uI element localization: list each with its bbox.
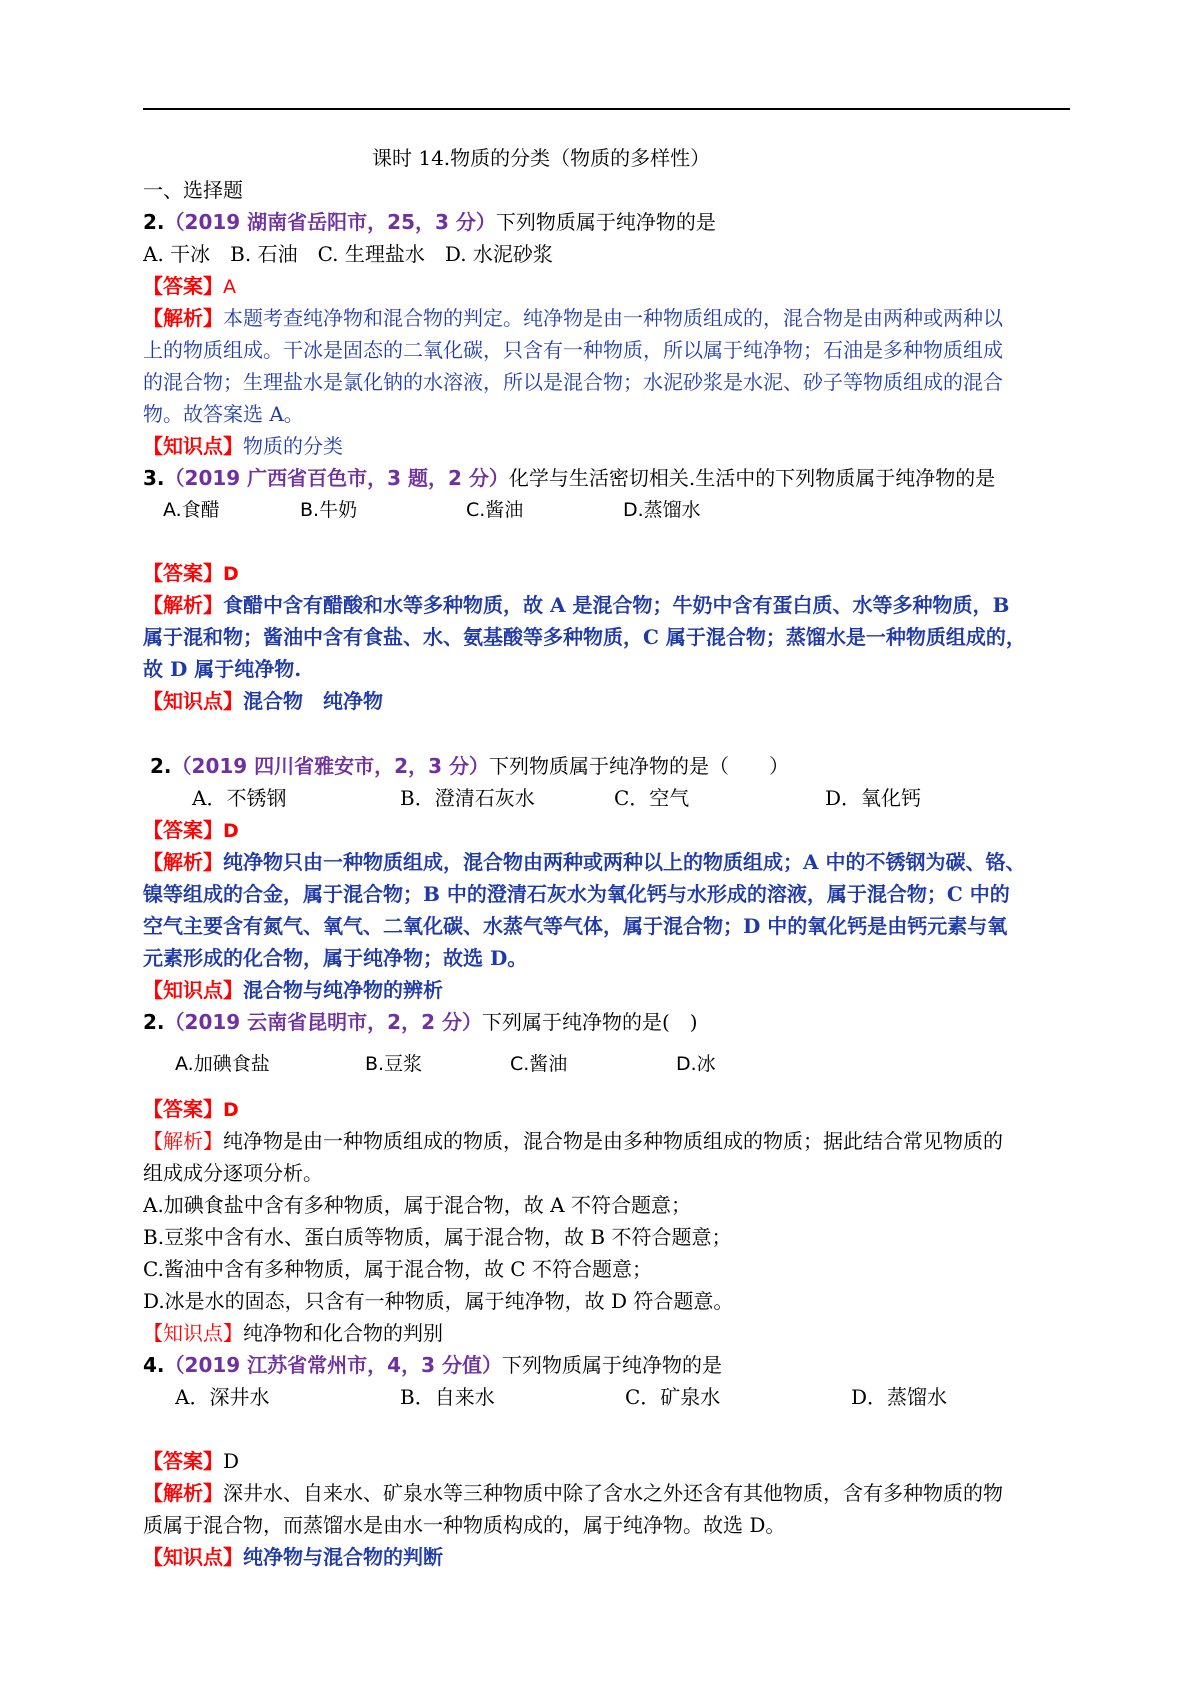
knowledge-value: 纯净物与混合物的判断 <box>243 1545 443 1569</box>
knowledge-label: 【知识点】 <box>143 434 243 458</box>
analysis-label: 【解析】 <box>143 850 223 874</box>
question-stem: 下列物质属于纯净物的是 <box>501 1353 722 1377</box>
option-c: C．空气 <box>614 786 690 810</box>
analysis-label: 【解析】 <box>143 593 223 617</box>
answer-value: D <box>223 1449 240 1473</box>
knowledge-line <box>143 685 383 717</box>
question-stem: 下列物质属于纯净物的是（ ） <box>488 754 789 778</box>
analysis-line: 组成成分逐项分析。 <box>143 1161 323 1185</box>
question-options: A. 干冰 B. 石油 C. 生理盐水 D. 水泥砂浆 <box>143 242 553 266</box>
knowledge-label: 【知识点】 <box>143 689 243 713</box>
answer-value: A <box>223 276 236 298</box>
analysis-line: 质属于混合物，而蒸馏水是由水一种物质构成的，属于纯净物。故选 D。 <box>143 1513 786 1537</box>
analysis-line: 属于混和物；酱油中含有食盐、水、氨基酸等多种物质，C 属于混合物；蒸馏水是一种物质组成的， <box>143 625 1026 649</box>
analysis-line: 空气主要含有氮气、氧气、二氧化碳、水蒸气等气体，属于混合物；D 中的氧化钙是由钙元素与氧 <box>143 914 1008 938</box>
question-stem: 化学与生活密切相关.生活中的下列物质属于纯净物的是 <box>508 466 996 490</box>
question-source: （2019 云南省昆明市，2，2 分） <box>164 1010 482 1034</box>
question-stem: 下列物质属于纯净物的是 <box>495 210 716 234</box>
question-stem: 下列属于纯净物的是( ) <box>481 1010 698 1034</box>
option-a: A．不锈钢 <box>192 786 287 810</box>
option-d: D.冰 <box>676 1053 716 1075</box>
analysis-line: C.酱油中含有多种物质，属于混合物，故 C 不符合题意； <box>143 1257 652 1281</box>
option-b: B．自来水 <box>400 1385 495 1409</box>
question-source: （2019 湖南省岳阳市，25，3 分） <box>164 210 496 234</box>
answer-value: D <box>223 563 239 585</box>
question-3: 2.（2019 四川省雅安市，2，3 分）下列物质属于纯净物的是（ ） <box>150 754 789 778</box>
knowledge-value: 物质的分类 <box>243 434 343 458</box>
section-heading: 一、选择题 <box>143 178 243 202</box>
knowledge-value: 纯净物和化合物的判别 <box>243 1321 443 1345</box>
question-number: 2 <box>143 210 157 234</box>
question-number: 2 <box>150 754 164 778</box>
analysis-label: 【解析】 <box>143 306 223 330</box>
knowledge-label: 【知识点】 <box>143 1545 243 1569</box>
answer-line <box>143 814 239 847</box>
option-b: B．澄清石灰水 <box>400 786 535 810</box>
answer-value: D <box>223 1099 239 1121</box>
knowledge-label: 【知识点】 <box>143 978 243 1002</box>
analysis-label: 【解析】 <box>143 1481 223 1505</box>
option-d: D．氧化钙 <box>825 786 922 810</box>
analysis-line: A.加碘食盐中含有多种物质，属于混合物，故 A 不符合题意； <box>143 1193 691 1217</box>
answer-label: 【答案】 <box>143 818 223 842</box>
option-d: D．蒸馏水 <box>851 1385 948 1409</box>
answer-label: 【答案】 <box>143 1097 223 1121</box>
question-number: 4 <box>143 1353 157 1377</box>
analysis-line: 镍等组成的合金，属于混合物；B 中的澄清石灰水为氧化钙与水形成的溶液，属于混合物；C 中的 <box>143 882 1010 906</box>
question-number: 2 <box>143 1010 157 1034</box>
analysis-line: 物。故答案选 A。 <box>143 402 304 426</box>
analysis-line: D.冰是水的固态，只含有一种物质，属于纯净物，故 D 符合题意。 <box>143 1289 734 1313</box>
knowledge-label: 【知识点】 <box>143 1321 243 1345</box>
answer-label: 【答案】 <box>143 274 223 298</box>
analysis-label: 【解析】 <box>143 1129 223 1153</box>
question-number: 3 <box>143 466 157 490</box>
knowledge-line <box>143 1317 443 1349</box>
header-rule <box>143 108 1070 110</box>
answer-value: D <box>223 820 239 842</box>
answer-line <box>143 557 239 590</box>
answer-label: 【答案】 <box>143 1449 223 1473</box>
question-1: 2.（2019 湖南省岳阳市，25，3 分）下列物质属于纯净物的是 <box>143 210 716 234</box>
analysis-line: 【解析】食醋中含有醋酸和水等多种物质，故 A 是混合物；牛奶中含有蛋白质、水等多种物质，B <box>143 593 1010 617</box>
analysis-line: 【解析】纯净物只由一种物质组成，混合物由两种或两种以上的物质组成；A 中的不锈钢为碳、铬、 <box>143 850 1026 874</box>
option-c: C.酱油 <box>466 499 524 521</box>
analysis-line: 【解析】深井水、自来水、矿泉水等三种物质中除了含水之外还含有其他物质，含有多种物质的物 <box>143 1481 1003 1505</box>
knowledge-value: 混合物与纯净物的辨析 <box>243 978 443 1002</box>
option-c: C．矿泉水 <box>625 1385 721 1409</box>
analysis-line: 元素形成的化合物，属于纯净物；故选 D。 <box>143 946 528 970</box>
question-source: （2019 四川省雅安市，2，3 分） <box>171 754 489 778</box>
analysis-line: B.豆浆中含有水、蛋白质等物质，属于混合物，故 B 不符合题意； <box>143 1225 732 1249</box>
knowledge-line <box>143 974 443 1006</box>
option-b: B.牛奶 <box>300 499 358 521</box>
question-2: 3.（2019 广西省百色市，3 题，2 分）化学与生活密切相关.生活中的下列物质属于纯净物的是 <box>143 466 996 490</box>
question-5: 4.（2019 江苏省常州市，4，3 分值）下列物质属于纯净物的是 <box>143 1353 722 1377</box>
analysis-line: 【解析】纯净物是由一种物质组成的物质，混合物是由多种物质组成的物质；据此结合常见物质的 <box>143 1129 1003 1153</box>
question-4: 2.（2019 云南省昆明市，2，2 分）下列属于纯净物的是( ) <box>143 1010 698 1034</box>
knowledge-line <box>143 1541 443 1573</box>
option-c: C.酱油 <box>510 1053 568 1075</box>
answer-line <box>143 1093 239 1126</box>
analysis-line: 【解析】本题考查纯净物和混合物的判定。纯净物是由一种物质组成的，混合物是由两种或两种以 <box>143 306 1003 330</box>
option-d: D.蒸馏水 <box>623 499 701 521</box>
knowledge-value: 混合物 纯净物 <box>243 689 383 713</box>
knowledge-line <box>143 430 343 462</box>
answer-label: 【答案】 <box>143 561 223 585</box>
analysis-line: 故 D 属于纯净物. <box>143 657 302 681</box>
option-b: B.豆浆 <box>365 1053 423 1075</box>
option-a: A．深井水 <box>175 1385 270 1409</box>
analysis-line: 的混合物；生理盐水是氯化钠的水溶液，所以是混合物；水泥砂浆是水泥、砂子等物质组成的混合 <box>143 370 1003 394</box>
analysis-line: 上的物质组成。干冰是固态的二氧化碳，只含有一种物质，所以属于纯净物；石油是多种物质组成 <box>143 338 1003 362</box>
option-a: A.加碘食盐 <box>175 1053 270 1075</box>
answer-line <box>143 270 236 303</box>
page-title: 课时 14.物质的分类（物质的多样性） <box>372 146 711 170</box>
answer-line <box>143 1445 239 1477</box>
question-source: （2019 广西省百色市，3 题，2 分） <box>164 466 509 490</box>
question-source: （2019 江苏省常州市，4，3 分值） <box>164 1353 502 1377</box>
option-a: A.食醋 <box>163 499 220 521</box>
